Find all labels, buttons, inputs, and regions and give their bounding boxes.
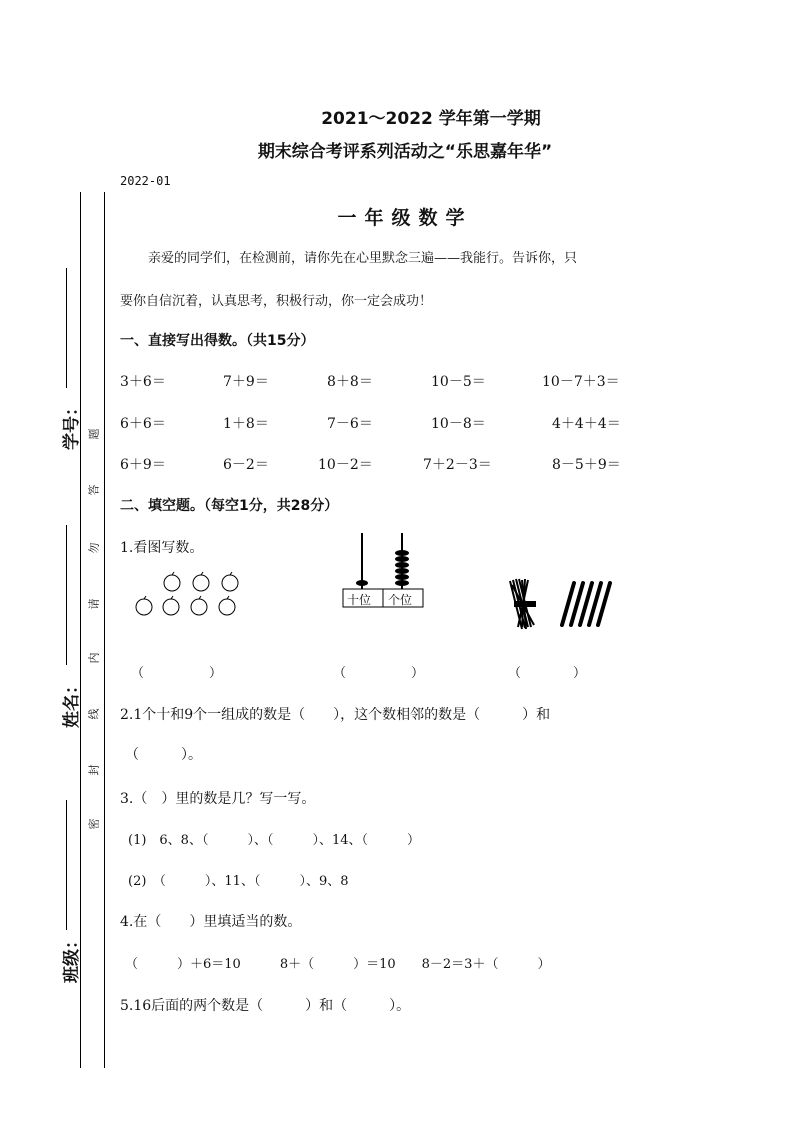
seal-char: 答 bbox=[87, 484, 101, 496]
equation: 7＋2－3＝ bbox=[423, 457, 492, 473]
seal-char: 勿 bbox=[87, 542, 101, 554]
class-blank[interactable] bbox=[66, 800, 67, 930]
seal-char: 内 bbox=[87, 652, 101, 664]
section1-heading: 一、直接写出得数。（共15分） bbox=[120, 333, 315, 349]
q2-line2: （ ）。 bbox=[125, 747, 202, 763]
q1-blank-sticks[interactable]: （ ） bbox=[508, 666, 587, 681]
apples-picture bbox=[130, 571, 242, 623]
equation: 6＋9＝ bbox=[120, 457, 166, 473]
seal-char: 线 bbox=[87, 708, 101, 720]
q5-text: 5.16后面的两个数是（ ）和（ ）。 bbox=[120, 998, 411, 1014]
q2-line1: 2.1个十和9个一组成的数是（ ），这个数相邻的数是（ ）和 bbox=[120, 707, 551, 723]
student-id-label: 学号： bbox=[62, 399, 82, 450]
q4-items: （ ）＋6＝10 8＋（ ）＝10 8－2＝3＋（ ） bbox=[125, 957, 551, 972]
intro-line1: 亲爱的同学们，在检测前，请你先在心里默念三遍——我能行。告诉你，只 bbox=[148, 251, 578, 266]
equation: 6－2＝ bbox=[223, 457, 269, 473]
q1-blank-abacus[interactable]: （ ） bbox=[333, 666, 425, 681]
exam-title-line1: 2021～2022 学年第一学期 bbox=[321, 109, 541, 129]
q3-item1: (1) 6、8、（ ）、（ ）、14、（ ） bbox=[128, 833, 420, 848]
equation: 10－7＋3＝ bbox=[542, 374, 620, 390]
equation: 1＋8＝ bbox=[223, 416, 269, 432]
seal-char: 封 bbox=[87, 764, 101, 776]
seal-char: 密 bbox=[87, 818, 101, 830]
q1-text: 1.看图写数。 bbox=[120, 540, 204, 556]
equation: 6＋6＝ bbox=[120, 416, 166, 432]
name-blank[interactable] bbox=[66, 525, 67, 665]
q3-item2: (2) （ ）、11、（ ）、9、8 bbox=[128, 874, 349, 889]
equation: 8－5＋9＝ bbox=[552, 457, 621, 473]
seal-char: 请 bbox=[87, 598, 101, 610]
binding-line-inner bbox=[104, 192, 105, 1068]
equation: 3＋6＝ bbox=[120, 374, 166, 390]
sticks-picture bbox=[508, 575, 614, 631]
abacus-tens-label: 十位 bbox=[347, 593, 372, 607]
equation: 4＋4＋4＝ bbox=[552, 416, 621, 432]
q3-text: 3.（ ）里的数是几？写一写。 bbox=[120, 791, 316, 807]
equation: 10－5＝ bbox=[431, 374, 486, 390]
exam-title-line2: 期末综合考评系列活动之“乐思嘉年华” bbox=[257, 142, 553, 162]
equation: 7－6＝ bbox=[327, 416, 373, 432]
class-label: 班级： bbox=[62, 932, 82, 983]
abacus-ones-label: 个位 bbox=[388, 593, 413, 607]
exam-date: 2022-01 bbox=[120, 174, 171, 188]
intro-line2: 要你自信沉着，认真思考，积极行动，你一定会成功！ bbox=[120, 294, 433, 309]
subject-title: 一年级数学 bbox=[337, 207, 473, 229]
student-id-blank[interactable] bbox=[66, 268, 67, 388]
name-label: 姓名： bbox=[62, 677, 82, 728]
seal-char: 题 bbox=[87, 428, 101, 440]
q4-text: 4.在（ ）里填适当的数。 bbox=[120, 914, 302, 930]
equation: 10－8＝ bbox=[431, 416, 486, 432]
q1-blank-apples[interactable]: （ ） bbox=[131, 666, 223, 681]
equation: 7＋9＝ bbox=[223, 374, 269, 390]
equation: 10－2＝ bbox=[318, 457, 373, 473]
equation: 8＋8＝ bbox=[327, 374, 373, 390]
section2-heading: 二、填空题。（每空1分，共28分） bbox=[120, 498, 339, 514]
